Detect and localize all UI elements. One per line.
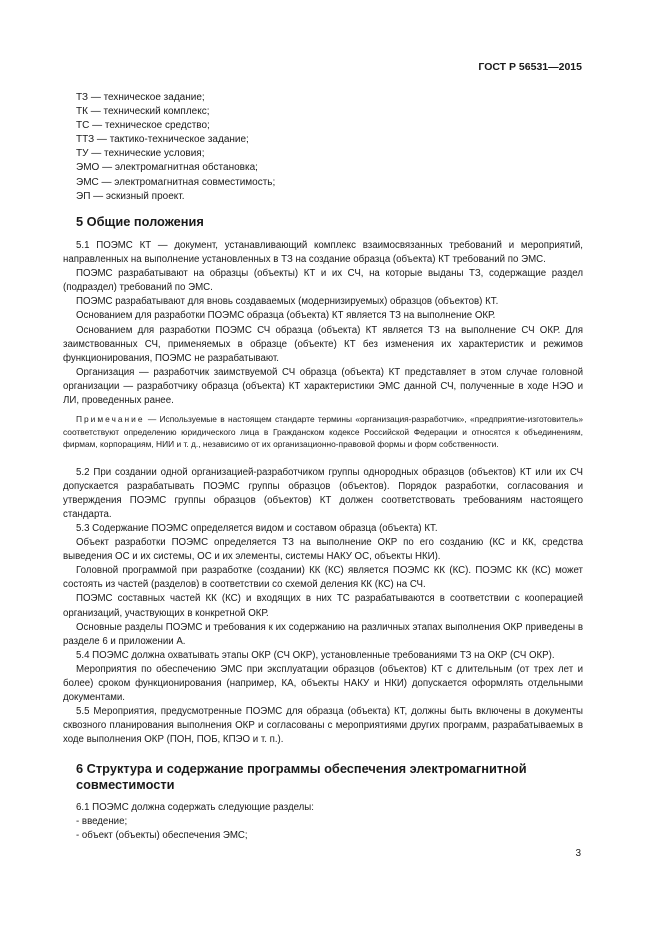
abbreviation-item: ТТЗ — тактико-техническое задание; — [76, 134, 249, 146]
paragraph: Основанием для разработки ПОЭМС СЧ образца (объекта) КТ является ТЗ на выполнение СЧ ОКР. Для заимствованных СЧ, применяемых в образце (объекте) КТ без изменения их характеристик и режимов функционирования, ПОЭМС не разрабатывают. — [63, 324, 583, 364]
paragraph: 5.4 ПОЭМС должна охватывать этапы ОКР (СЧ ОКР), установленные требованиями ТЗ на ОКР (СЧ ОКР). — [76, 649, 555, 661]
abbreviation-item: ТУ — технические условия; — [76, 148, 205, 160]
paragraph: 5.1 ПОЭМС КТ — документ, устанавливающий комплекс взаимосвязанных требований и мероприятий, направленных на выполнение установленных в ТЗ на создание образца (объекта) КТ требований по ЭМС. — [63, 240, 583, 266]
note — [63, 413, 583, 451]
paragraph: ПОЭМС разрабатывают для вновь создаваемых (модернизируемых) образцов (объектов) КТ. — [76, 296, 499, 308]
paragraph: Организация — разработчик заимствуемой СЧ образца (объекта) КТ представляет в этом случае головной организации — разработчику образца (объекта) КТ характеристики ЭМС данной СЧ, полученные в ходе НЭО и ЛИ, проведенных ранее. — [63, 366, 583, 407]
abbreviation-item: ЭМО — электромагнитная обстановка; — [76, 162, 258, 174]
paragraph: 5.2 При создании одной организацией-разработчиком группы однородных образцов (объектов) КТ или их СЧ допускается разрабатывать ПОЭМС группы образцов (объектов). Порядок разработки, согласования и утверждения ПОЭМС группы образцов (объектов) КТ должен соответствовать требованиям настоящего стандарта. — [63, 466, 583, 520]
list-item: - введение; — [76, 816, 128, 827]
note-label: Примечание — [76, 414, 145, 425]
paragraph: Основные разделы ПОЭМС и требования к их содержанию на различных этапах выполнения ОКР приведены в разделе 6 и приложении А. — [63, 621, 583, 647]
paragraph: 6.1 ПОЭМС должна содержать следующие разделы: — [76, 802, 314, 813]
section-5-heading: 5 Общие положения — [76, 214, 204, 229]
section-6-body — [63, 801, 583, 815]
abbreviation-item: ЭМС — электромагнитная совместимость; — [76, 176, 276, 188]
note-text: — Используемые в настоящем стандарте термины «организация-разработчик», «предприятие-изготовитель» соответствуют определению юридического лица в Гражданском кодексе Российской Федерации и относятся к объединениям, фирмам, корпорациям, НИИ и т. д., независимо от их организационно-правовой формы и форм собственности. — [63, 414, 583, 450]
page-number: 3 — [575, 848, 581, 859]
abbreviation-item: ТС — техническое средство; — [76, 120, 210, 132]
section-6-heading-line: совместимости — [76, 777, 175, 792]
section-6-heading-line: 6 Структура и содержание программы обеспечения электромагнитной — [76, 761, 527, 776]
paragraph: 5.3 Содержание ПОЭМС определяется видом и составом образца (объекта) КТ. — [76, 523, 438, 534]
list-item: - объект (объекты) обеспечения ЭМС; — [76, 830, 248, 842]
section-5-body — [63, 239, 583, 748]
abbreviation-item: ЭП — эскизный проект. — [76, 190, 185, 202]
section-6-list — [76, 815, 248, 843]
abbreviation-item: ТЗ — техническое задание; — [76, 92, 205, 103]
paragraph: ПОЭМС разрабатывают на образцы (объекты) КТ и их СЧ, на которые выданы ТЗ, содержащие раздел (подраздел) требований по ЭМС. — [63, 268, 583, 294]
paragraph: Основанием для разработки ПОЭМС образца (объекта) КТ является ТЗ на выполнение ОКР. — [76, 310, 496, 322]
paragraph: ПОЭМС составных частей КК (КС) и входящих в них ТС разрабатываются в соответствии с кооперацией организаций, участвующих в конкретной ОКР. — [63, 593, 583, 619]
paragraph: 5.5 Мероприятия, предусмотренные ПОЭМС для образца (объекта) КТ, должны быть включены в документы сквозного планирования выполнения ОКР и согласованы с мероприятиями других программ, разрабатываемых в ходе выполнения ОКР (ПОН, ПОБ, КПЭО и т. п.). — [63, 706, 583, 746]
paragraph: Головной программой при разработке (создании) КК (КС) является ПОЭМС КК (КС). ПОЭМС КК (КС) может состоять из частей (разделов) в соответствии со схемой деления КК (КС) на СЧ. — [63, 565, 583, 591]
paragraph: Объект разработки ПОЭМС определяется ТЗ на выполнение ОКР по его созданию (КС и КК, средства выведения ОС и их системы, ОС и их элементы, системы НАКУ ОС, объекты НКИ). — [63, 537, 583, 563]
paragraph: Мероприятия по обеспечению ЭМС при эксплуатации образцов (объектов) КТ с длительным (от трех лет и более) сроком функционирования (например, КА, объекты НАКУ и НКИ) допускается оформлять отдельными документами. — [63, 663, 583, 704]
abbreviation-list — [76, 91, 275, 204]
section-6-heading — [76, 761, 527, 793]
document-header: ГОСТ Р 56531—2015 — [478, 61, 582, 73]
abbreviation-item: ТК — технический комплекс; — [76, 106, 210, 118]
